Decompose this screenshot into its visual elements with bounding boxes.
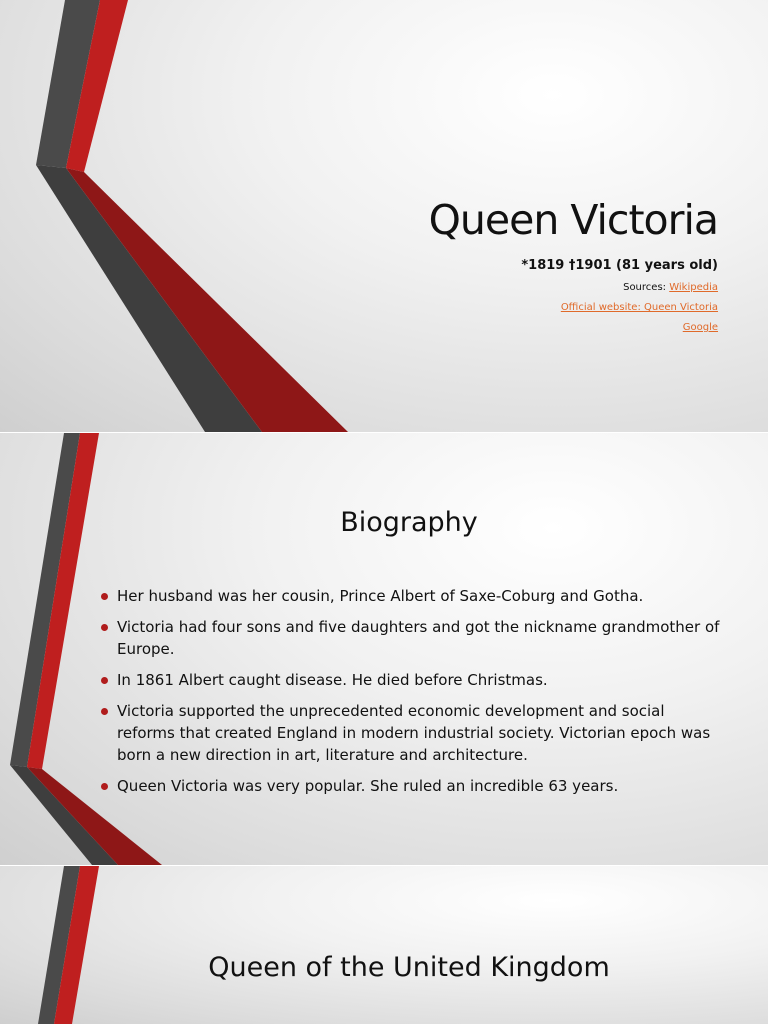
slide-stripes-decoration (0, 866, 768, 1024)
bullet-icon (101, 783, 108, 790)
bullet-text: In 1861 Albert caught disease. He died before Christmas. (117, 671, 548, 689)
bullet-text: Victoria had four sons and five daughters and got the nickname grandmother of Europe. (117, 618, 720, 658)
biography-bullet-list (100, 585, 722, 806)
list-item (100, 616, 722, 660)
bullet-icon (101, 677, 108, 684)
queen-slide (0, 866, 768, 1024)
queen-heading: Queen of the United Kingdom (208, 952, 610, 983)
list-item (100, 669, 722, 691)
presentation-title: Queen Victoria (428, 196, 718, 244)
official-website-line (561, 302, 718, 313)
bullet-icon (101, 708, 108, 715)
bullet-text: Victoria supported the unprecedented economic development and social reforms that created England in modern industrial society. Victorian epoch was born a new direction in art, literature and architecture. (117, 702, 711, 764)
bullet-icon (101, 593, 108, 600)
biography-heading: Biography (340, 507, 478, 538)
wikipedia-link[interactable]: Wikipedia (669, 282, 718, 293)
list-item (100, 700, 722, 766)
bullet-text: Queen Victoria was very popular. She ruled an incredible 63 years. (117, 777, 619, 795)
list-item (100, 775, 722, 797)
google-line (683, 322, 718, 333)
biography-slide (0, 433, 768, 865)
sources-line (623, 282, 718, 293)
bullet-text: Her husband was her cousin, Prince Albert of Saxe-Coburg and Gotha. (117, 587, 644, 605)
sources-label: Sources: (623, 282, 667, 293)
lifespan-subtitle: *1819 †1901 (81 years old) (521, 258, 718, 273)
bullet-icon (101, 624, 108, 631)
google-link[interactable]: Google (682, 322, 718, 333)
list-item (100, 585, 722, 607)
title-slide (0, 0, 768, 432)
official-website-link[interactable]: Official website: Queen Victoria (560, 302, 718, 313)
